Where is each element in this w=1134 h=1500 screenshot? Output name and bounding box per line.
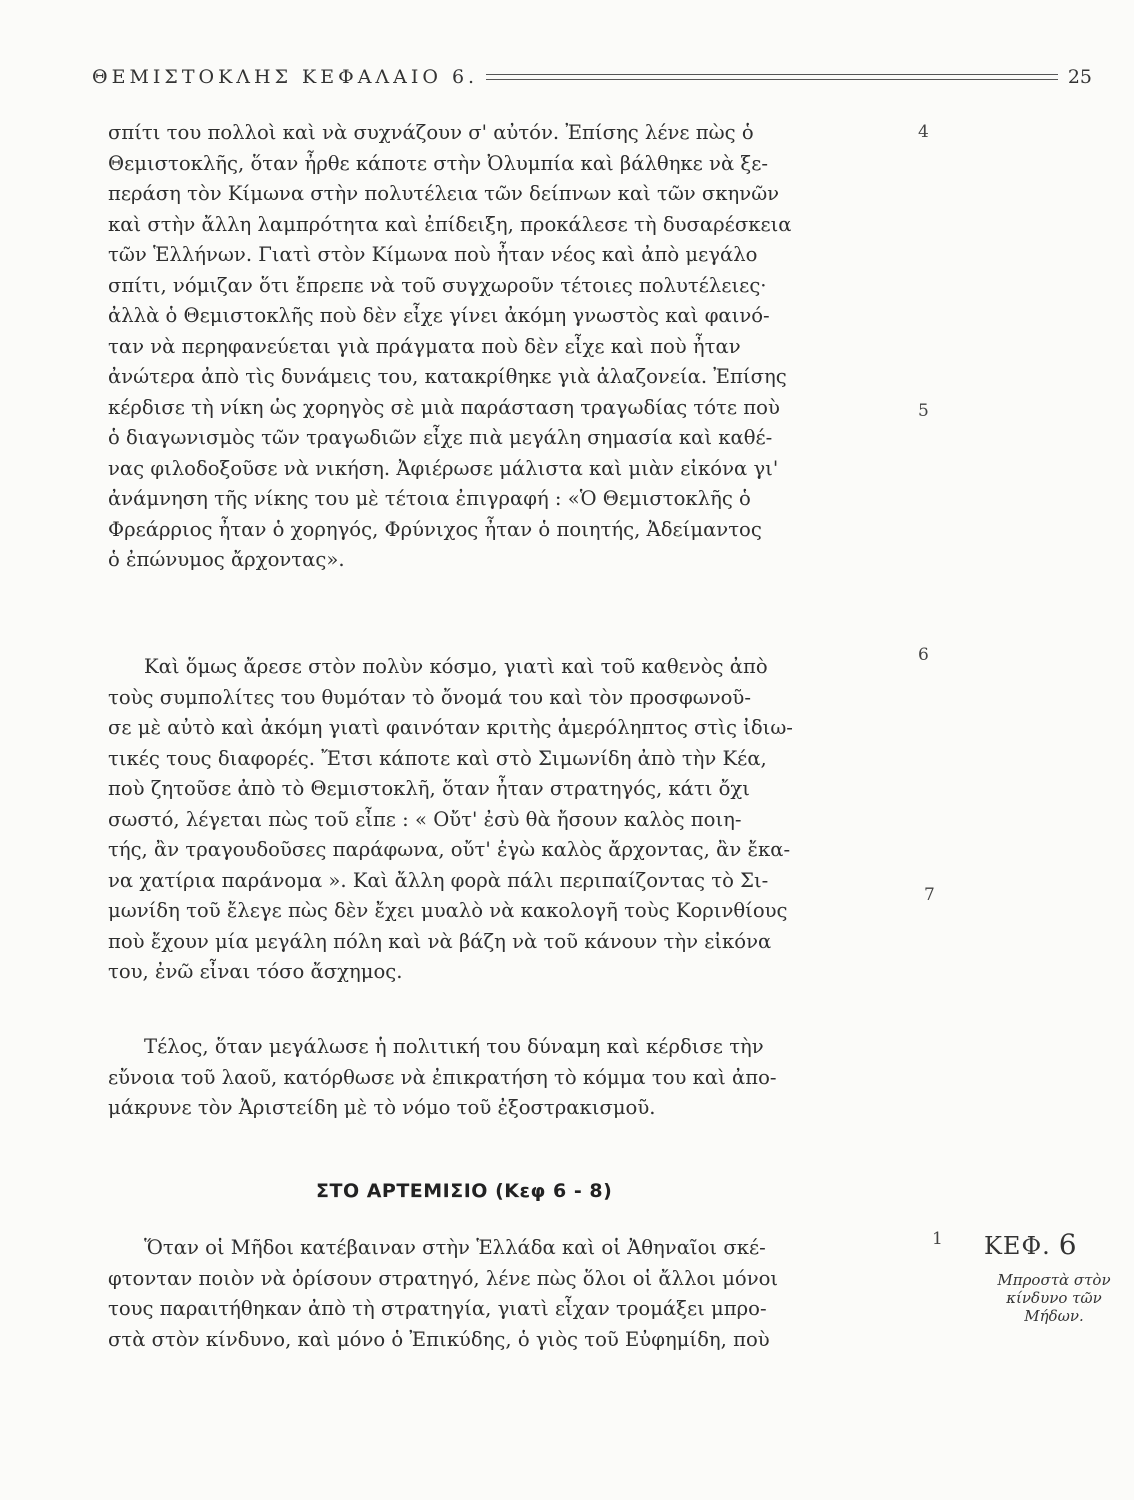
section-number: 6: [918, 645, 929, 665]
chapter-abbrev: ΚΕΦ.: [984, 1232, 1051, 1260]
margin-description-line: Μπροστὰ στὸν: [997, 1271, 1111, 1289]
text-line: να χατίρια παράνομα ». Καὶ ἄλλη φορὰ πάλι περιπαίζοντας τὸ Σι-: [108, 868, 769, 892]
text-line: ὁ ἐπώνυμος ἄρχοντας».: [108, 548, 345, 571]
header-title: ΘΕΜΙΣΤΟΚΛΗΣ ΚΕΦΑΛΑΙΟ 6.: [92, 66, 479, 88]
text-line: εὔνοια τοῦ λαοῦ, κατόρθωσε νὰ ἐπικρατήση τὸ κόμμα του καὶ ἀπο-: [108, 1065, 777, 1089]
text-line: τικές τους διαφορές. Ἔτσι κάποτε καὶ στὸ Σιμωνίδη ἀπὸ τὴν Κέα,: [108, 746, 767, 770]
paragraph-3: [108, 1032, 908, 1124]
text-line: Θεμιστοκλῆς, ὅταν ἦρθε κάποτε στὴν Ὀλυμπία καὶ βάλθηκε νὰ ξε-: [108, 151, 768, 175]
text-line: ποὺ ἔχουν μία μεγάλη πόλη καὶ νὰ βάζη νὰ τοῦ κάνουν τὴν εἰκόνα: [108, 929, 772, 953]
section-heading: ΣΤΟ ΑΡΤΕΜΙΣΙΟ (Κεφ 6 - 8): [316, 1180, 613, 1202]
text-line: Τέλος, ὅταν μεγάλωσε ἡ πολιτική του δύναμη καὶ κέρδισε τὴν: [144, 1035, 764, 1058]
text-line: Φρεάρριος ἦταν ὁ χορηγός, Φρύνιχος ἦταν ὁ ποιητής, Ἀδείμαντος: [108, 517, 762, 541]
text-line: ταν νὰ περηφανεύεται γιὰ πράγματα ποὺ δὲν εἶχε καὶ ποὺ ἦταν: [108, 334, 741, 358]
section-number: 5: [918, 401, 929, 421]
text-line: ποὺ ζητοῦσε ἀπὸ τὸ Θεμιστοκλῆ, ὅταν ἦταν στρατηγός, κάτι ὄχι: [108, 777, 750, 800]
paragraph-4: [108, 1233, 908, 1355]
text-line: μάκρυνε τὸν Ἀριστείδη μὲ τὸ νόμο τοῦ ἐξοστρακισμοῦ.: [108, 1096, 656, 1119]
text-line: τῶν Ἑλλήνων. Γιατὶ στὸν Κίμωνα ποὺ ἦταν νέος καὶ ἀπὸ μεγάλο: [108, 243, 758, 266]
section-number: 7: [924, 885, 935, 905]
text-line: σε μὲ αὐτὸ καὶ ἀκόμη γιατὶ φαινόταν κριτὴς ἀμερόληπτος στὶς ἰδιω-: [108, 716, 793, 739]
text-line: ἀνάμνηση τῆς νίκης του μὲ τέτοια ἐπιγραφή : «Ὁ Θεμιστοκλῆς ὁ: [108, 487, 751, 510]
chapter-label: [984, 1228, 1134, 1261]
margin-description-line: κίνδυνο τῶν: [1006, 1289, 1102, 1307]
text-line: τής, ἂν τραγουδοῦσες παράφωνα, οὔτ' ἐγὼ καλὸς ἄρχοντας, ἂν ἔκα-: [108, 838, 791, 861]
text-line: τους παραιτήθηκαν ἀπὸ τὴ στρατηγία, γιατὶ εἶχαν τρομάξει μπρο-: [108, 1297, 767, 1320]
header-rule: [486, 74, 1058, 80]
text-line: καὶ στὴν ἄλλη λαμπρότητα καὶ ἐπίδειξη, προκάλεσε τὴ δυσαρέσκεια: [108, 212, 792, 236]
running-header: [92, 62, 1092, 92]
section-number: 1: [932, 1229, 943, 1249]
chapter-number: 6: [1058, 1228, 1078, 1261]
page-number: 25: [1067, 66, 1092, 88]
text-line: του, ἐνῶ εἶναι τόσο ἄσχημος.: [108, 960, 403, 983]
text-line: ἀνώτερα ἀπὸ τὶς δυνάμεις του, κατακρίθηκε γιὰ ἀλαζονεία. Ἐπίσης: [108, 365, 787, 388]
paragraph-2: [108, 652, 908, 988]
text-line: κέρδισε τὴ νίκη ὡς χορηγὸς σὲ μιὰ παράσταση τραγωδίας τότε ποὺ: [108, 395, 780, 419]
text-line: ὁ διαγωνισμὸς τῶν τραγωδιῶν εἶχε πιὰ μεγάλη σημασία καὶ καθέ-: [108, 426, 773, 449]
margin-description-line: Μήδων.: [1024, 1307, 1084, 1325]
paragraph-1: [108, 118, 908, 576]
text-line: μωνίδη τοῦ ἔλεγε πὼς δὲν ἔχει μυαλὸ νὰ κακολογῆ τοὺς Κορινθίους: [108, 899, 788, 922]
text-line: ἀλλὰ ὁ Θεμιστοκλῆς ποὺ δὲν εἶχε γίνει ἀκόμη γνωστὸς καὶ φαινό-: [108, 304, 770, 327]
text-line: τοὺς συμπολίτες του θυμόταν τὸ ὄνομά του καὶ τὸν προσφωνοῦ-: [108, 685, 751, 709]
text-line: στὰ στὸν κίνδυνο, καὶ μόνο ὁ Ἐπικύδης, ὁ γιὸς τοῦ Εὐφημίδη, ποὺ: [108, 1327, 770, 1351]
margin-description: [984, 1271, 1124, 1325]
section-number: 4: [918, 122, 929, 142]
text-line: Καὶ ὅμως ἄρεσε στὸν πολὺν κόσμο, γιατὶ καὶ τοῦ καθενὸς ἀπὸ: [144, 655, 768, 678]
text-line: Ὅταν οἱ Μῆδοι κατέβαιναν στὴν Ἑλλάδα καὶ οἱ Ἀθηναῖοι σκέ-: [144, 1236, 766, 1259]
text-line: φτονταν ποιὸν νὰ ὁρίσουν στρατηγό, λένε πὼς ὅλοι οἱ ἄλλοι μόνοι: [108, 1266, 779, 1290]
margin-note: [984, 1228, 1134, 1325]
text-line: σωστό, λέγεται πὼς τοῦ εἶπε : « Οὔτ' ἐσὺ θὰ ἤσουν καλὸς ποιη-: [108, 807, 742, 831]
text-line: νας φιλοδοξοῦσε νὰ νικήση. Ἀφιέρωσε μάλιστα καὶ μιὰν εἰκόνα γι': [108, 456, 779, 480]
text-line: σπίτι του πολλοὶ καὶ νὰ συχνάζουν σ' αὐτόν. Ἐπίσης λένε πὼς ὁ: [108, 121, 754, 144]
text-line: σπίτι, νόμιζαν ὅτι ἔπρεπε νὰ τοῦ συγχωροῦν τέτοιες πολυτέλειες·: [108, 273, 767, 297]
text-line: περάση τὸν Κίμωνα στὴν πολυτέλεια τῶν δείπνων καὶ τῶν σκηνῶν: [108, 182, 780, 205]
